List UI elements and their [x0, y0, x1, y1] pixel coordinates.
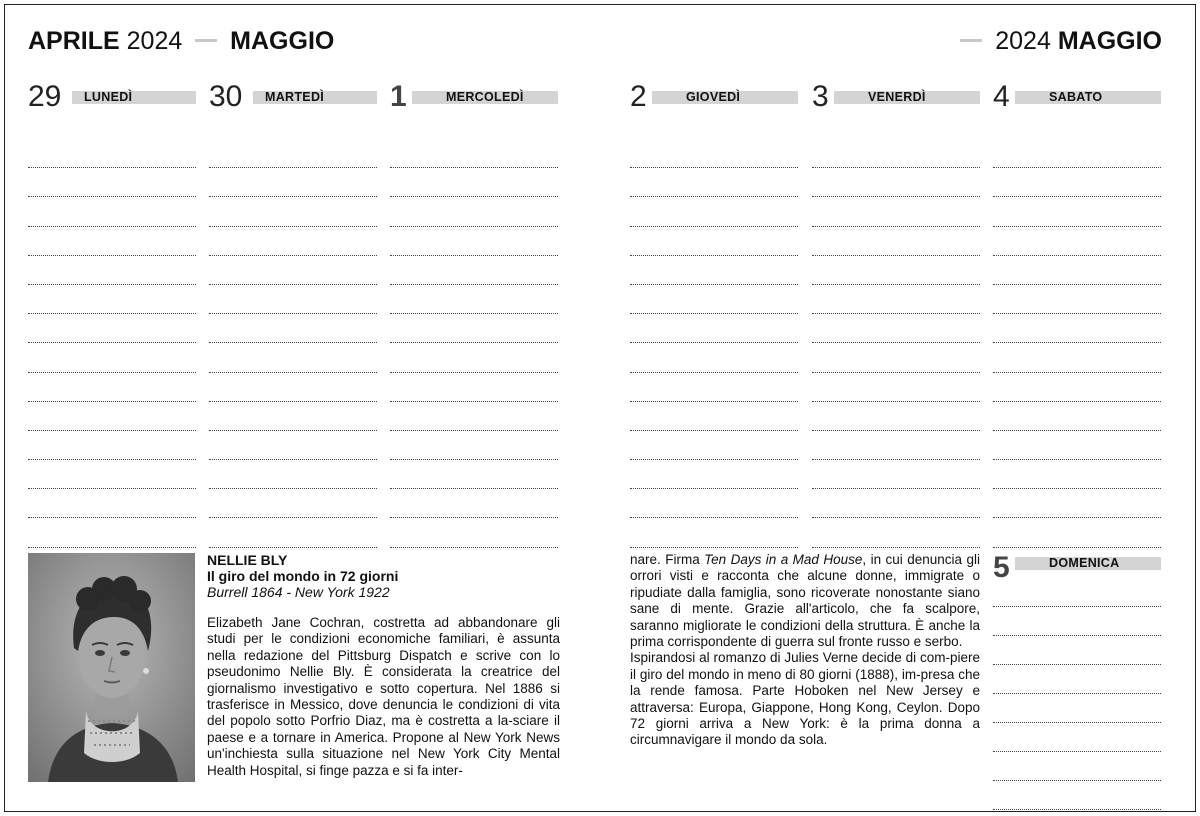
day-column-29 [28, 76, 196, 536]
day-name: MERCOLEDÌ [446, 90, 524, 104]
day-number: 1 [390, 80, 407, 113]
bio-title: NELLIE BLY [207, 552, 288, 568]
writing-lines[interactable] [28, 139, 196, 548]
header-month-may-right: MAGGIO [1057, 27, 1162, 55]
day-number: 29 [28, 80, 62, 113]
portrait-photo [28, 553, 195, 782]
writing-lines[interactable] [993, 578, 1161, 810]
header-month-may-left: MAGGIO [230, 27, 335, 55]
header-year-left: 2024 [126, 27, 183, 55]
header-right [954, 27, 1162, 55]
day-number: 2 [630, 80, 647, 113]
day-name: SABATO [1049, 90, 1103, 104]
day-column-4 [993, 76, 1161, 536]
writing-lines[interactable] [209, 139, 377, 548]
day-name: GIOVEDÌ [686, 90, 741, 104]
day-column-30 [209, 76, 377, 536]
day-name: VENERDÌ [868, 90, 926, 104]
writing-lines[interactable] [390, 139, 558, 548]
day-number: 30 [209, 80, 243, 113]
bio-cont-post: , in cui denuncia gli orrori visti e racconta che alcune donne, immigrate o ripudiate dalla famiglia, sono ricoverate nonostante siano sane di mente. Grazie all'articolo, che fa scalpore, saranno migliorate le condizioni della struttura. È anche la prima corrispondente di guerra sul fronte russo e serbo. [630, 552, 980, 650]
bio-paragraph: Ispirandosi al romanzo di Julies Verne decide di com-piere il giro del mondo in meno di 80 giorni (1888), im-presa che la rende famosa. Parte Hoboken nel New Jersey e attraversa: Europa, Giappone, Hong Kong, Ceylon. Dopo 72 giorni arriva a New York: è la prima donna a circumnavigare il mondo da sola. [630, 650, 980, 748]
writing-lines[interactable] [993, 139, 1161, 548]
bio-subtitle: Il giro del mondo in 72 giorni [207, 568, 399, 584]
writing-lines[interactable] [630, 139, 798, 548]
header-dash [195, 39, 217, 42]
day-column-2 [630, 76, 798, 536]
bio-text-part-1: Elizabeth Jane Cochran, costretta ad abbandonare gli studi per le condizioni economiche familiari, è assunta nella redazione del Pittsburg Dispatch e scrive con lo pseudonimo Nellie Bly. È considerata la creatrice del giornalismo investigativo e sotto copertura. Nel 1886 si trasferisce in Messico, dove denuncia le condizioni di vita del popolo sotto Porfrio Diaz, ma è costretta a la-sciare il paese e a tornare in America. Propone al New York News un'inchiesta sulla situazione nel New York City Mental Health Hospital, si finge pazza e si fa inter- [207, 615, 560, 778]
day-column-5 [993, 548, 1161, 793]
bio-cont-pre: nare. Firma [630, 552, 705, 567]
day-number: 3 [812, 80, 829, 113]
day-name: LUNEDÌ [84, 90, 133, 104]
bio-text-part-2 [630, 552, 980, 749]
bio-heading [207, 552, 557, 600]
day-number: 5 [993, 551, 1010, 584]
book-title: Ten Days in a Mad House [704, 552, 863, 567]
day-number: 4 [993, 80, 1010, 113]
bio-dates: Burrell 1864 - New York 1922 [207, 584, 390, 600]
day-column-1 [390, 76, 558, 536]
header-left [28, 27, 334, 55]
day-name: MARTEDÌ [265, 90, 325, 104]
header-dash [960, 39, 982, 42]
bio-paragraph [630, 552, 980, 650]
header-year-right: 2024 [995, 27, 1051, 55]
day-name: DOMENICA [1049, 556, 1120, 570]
day-column-3 [812, 76, 980, 536]
header-month-april: APRILE [28, 27, 120, 55]
writing-lines[interactable] [812, 139, 980, 548]
